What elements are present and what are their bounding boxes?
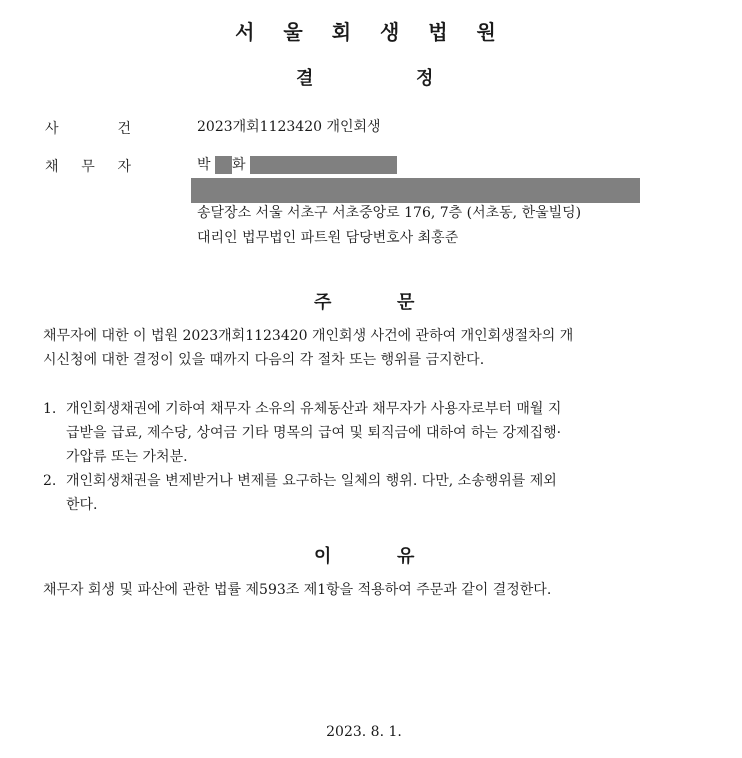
redaction-block [250, 156, 397, 174]
doc-type-right: 정 [416, 68, 434, 89]
debtor-name-mid: 화 [232, 157, 246, 173]
order-heading-right: 문 [397, 292, 415, 313]
order-item-number: 1. [43, 401, 57, 417]
debtor-label-char: 자 [117, 159, 131, 175]
decision-date: 2023. 8. 1. [326, 724, 402, 740]
order-intro-line: 시신청에 대한 결정이 있을 때까지 다음의 각 절차 또는 행위를 금지한다. [43, 352, 485, 368]
agent-line: 대리인 법무법인 파트원 담당변호사 최홍준 [197, 230, 459, 246]
order-heading-left: 주 [314, 292, 332, 313]
order-item-line: 급받을 급료, 제수당, 상여금 기타 명목의 급여 및 퇴직금에 대하여 하는 강제집행· [66, 425, 562, 441]
case-label [45, 118, 131, 138]
debtor-label-char: 무 [81, 159, 95, 175]
case-label-char: 건 [117, 121, 131, 137]
redaction-block [191, 178, 640, 203]
order-item-number: 2. [43, 473, 57, 489]
debtor-label-char: 채 [45, 159, 59, 175]
order-intro-line: 채무자에 대한 이 법원 2023개회1123420 개인회생 사건에 관하여 개인회생절차의 개 [43, 328, 574, 344]
court-name: 서 울 회 생 법 원 [235, 20, 507, 44]
reason-heading-right: 유 [397, 546, 415, 567]
doc-type-left: 결 [296, 68, 314, 89]
debtor-name-first: 박 [197, 157, 211, 173]
order-item-line: 개인회생채권에 기하여 채무자 소유의 유체동산과 채무자가 사용자로부터 매월 지 [66, 401, 562, 417]
case-label-char: 사 [45, 121, 59, 137]
order-item-line: 개인회생채권을 변제받거나 변제를 요구하는 일체의 행위. 다만, 소송행위를 제외 [66, 473, 557, 489]
service-address: 송달장소 서울 서초구 서초중앙로 176, 7층 (서초동, 한울빌딩) [197, 205, 582, 221]
redaction-block [215, 156, 232, 174]
debtor-label [45, 156, 131, 176]
order-item-line: 가압류 또는 가처분. [66, 449, 188, 465]
case-number: 2023개회1123420 개인회생 [197, 119, 381, 135]
order-item-line: 한다. [66, 497, 98, 513]
reason-heading-left: 이 [314, 546, 332, 567]
reason-text: 채무자 회생 및 파산에 관한 법률 제593조 제1항을 적용하여 주문과 같이 결정한다. [43, 582, 552, 598]
